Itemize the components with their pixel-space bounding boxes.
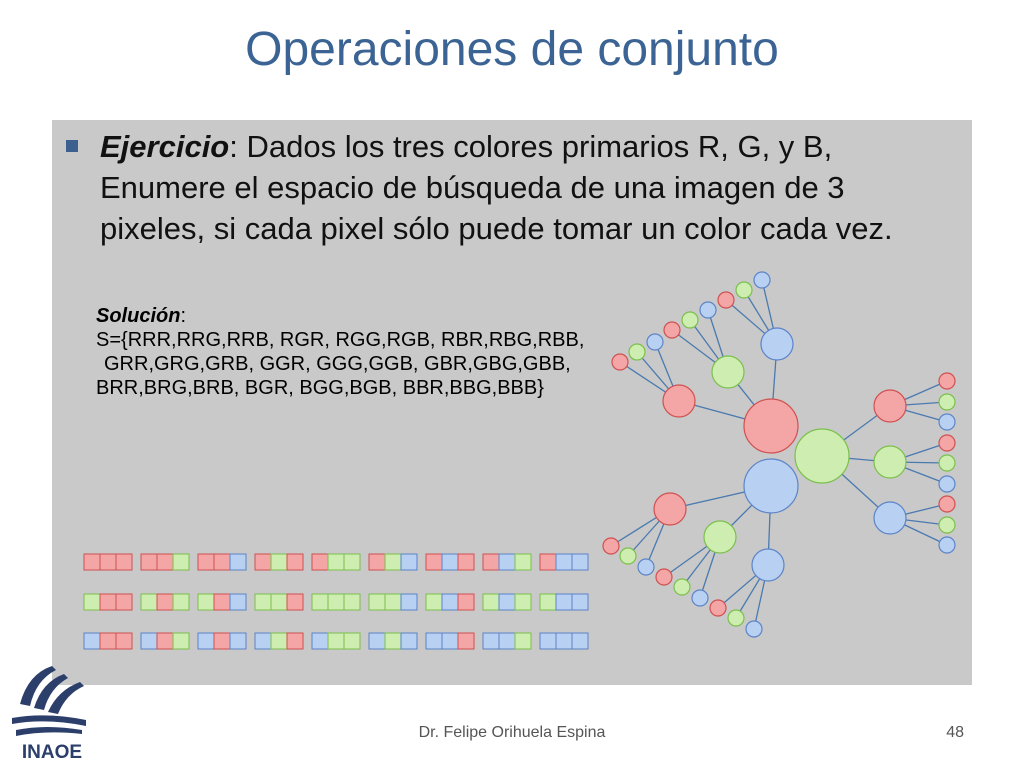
tree-level2-node [704,521,736,553]
pixel-square [116,554,132,570]
pixel-square [401,594,417,610]
tree-root-node [795,429,849,483]
pixel-square [385,554,401,570]
tree-leaf-node [620,548,636,564]
tree-leaf-node [603,538,619,554]
pixel-square [141,594,157,610]
tree-level2-node [761,328,793,360]
tree-level2-node [752,549,784,581]
pixel-square [385,594,401,610]
pixel-square [173,554,189,570]
tree-leaf-node [710,600,726,616]
pixel-square [344,554,360,570]
tree-leaf-node [939,435,955,451]
pixel-square [458,594,474,610]
pixel-square [214,554,230,570]
tree-leaf-node [939,496,955,512]
pixel-square [100,554,116,570]
pixel-square [515,633,531,649]
tree-leaf-node [939,373,955,389]
pixel-square [401,554,417,570]
page-number: 48 [946,724,964,741]
pixel-square [426,594,442,610]
pixel-square [84,633,100,649]
pixel-square [328,554,344,570]
pixel-square [312,633,328,649]
pixel-square [499,554,515,570]
pixel-square [385,633,401,649]
tree-leaf-node [939,517,955,533]
pixel-square [572,554,588,570]
pixel-square [116,594,132,610]
pixel-square [84,554,100,570]
pixel-square [328,594,344,610]
pixel-square [198,594,214,610]
pixel-square [499,594,515,610]
slide-title: Operaciones de conjunto [245,23,779,76]
pixel-square [230,554,246,570]
pixel-square [572,594,588,610]
pixel-square [344,594,360,610]
pixel-square [442,594,458,610]
pixel-square [157,633,173,649]
solution-line-2: GRR,GRG,GRB, GGR, GGG,GGB, GBR,GBG,GBB, [104,353,571,375]
tree-leaf-node [939,455,955,471]
pixel-square [255,554,271,570]
tree-level2-node [654,493,686,525]
pixel-square [141,554,157,570]
pixel-square [442,554,458,570]
pixel-square [556,554,572,570]
pixel-square [255,594,271,610]
pixel-square [540,594,556,610]
pixel-square [556,594,572,610]
pixel-square [271,554,287,570]
pixel-square [426,633,442,649]
tree-leaf-node [692,590,708,606]
pixel-square [458,633,474,649]
pixel-square [515,554,531,570]
pixel-square [312,594,328,610]
tree-level2-node [874,502,906,534]
tree-leaf-node [728,610,744,626]
solution-line-3: BRR,BRG,BRB, BGR, BGG,BGB, BBR,BBG,BBB} [96,377,544,399]
pixel-square [141,633,157,649]
tree-leaf-node [754,272,770,288]
tree-level2-node [874,446,906,478]
pixel-square [556,633,572,649]
logo-text: INAOE [21,742,83,763]
pixel-square [198,554,214,570]
pixel-square [84,594,100,610]
tree-level2-node [874,390,906,422]
pixel-square [426,554,442,570]
pixel-square [287,633,303,649]
pixel-square [401,633,417,649]
pixel-square [214,633,230,649]
pixel-square [287,594,303,610]
solution-line-1: S={RRR,RRG,RRB, RGR, RGG,RGB, RBR,RBG,RBB, [96,329,585,351]
pixel-square [271,633,287,649]
tree-leaf-node [746,621,762,637]
pixel-square [540,633,556,649]
pixel-square [214,594,230,610]
tree-leaf-node [656,569,672,585]
pixel-square [157,594,173,610]
tree-leaf-node [939,476,955,492]
tree-leaf-node [736,282,752,298]
pixel-square [442,633,458,649]
pixel-square [572,633,588,649]
pixel-square [369,554,385,570]
pixel-square [173,633,189,649]
pixel-square [271,594,287,610]
pixel-square [540,554,556,570]
pixel-square [100,594,116,610]
pixel-square [328,633,344,649]
pixel-square [198,633,214,649]
pixel-square [255,633,271,649]
pixel-square [287,554,303,570]
solution-label: Solución [96,305,181,327]
tree-leaf-node [939,394,955,410]
tree-leaf-node [674,579,690,595]
exercise-body: : Dados los tres colores primarios R, G, y B, Enumere el espacio de búsqueda de una imagen de 3 pixeles, si cada pixel sólo puede tomar un color cada vez. [100,129,893,246]
pixel-square [157,554,173,570]
solution-block [96,304,736,400]
pixel-square [312,554,328,570]
pixel-square [100,633,116,649]
pixel-square [369,633,385,649]
tree-leaf-node [939,414,955,430]
exercise-label: Ejercicio [100,129,230,164]
tree-root-node [744,459,798,513]
footer-author: Dr. Felipe Orihuela Espina [418,724,606,741]
pixel-square [499,633,515,649]
inaoe-logo-icon [6,660,98,764]
tree-leaf-node [939,537,955,553]
pixel-square [458,554,474,570]
pixel-square [173,594,189,610]
pixel-square [483,594,499,610]
pixel-square [515,594,531,610]
tree-root-node [744,399,798,453]
tree-leaf-node [638,559,654,575]
pixel-square [230,594,246,610]
pixel-square [369,594,385,610]
pixel-square [483,633,499,649]
pixel-square [116,633,132,649]
pixel-square [344,633,360,649]
solution-label-suffix: : [180,305,187,327]
pixel-square [483,554,499,570]
pixel-square [230,633,246,649]
